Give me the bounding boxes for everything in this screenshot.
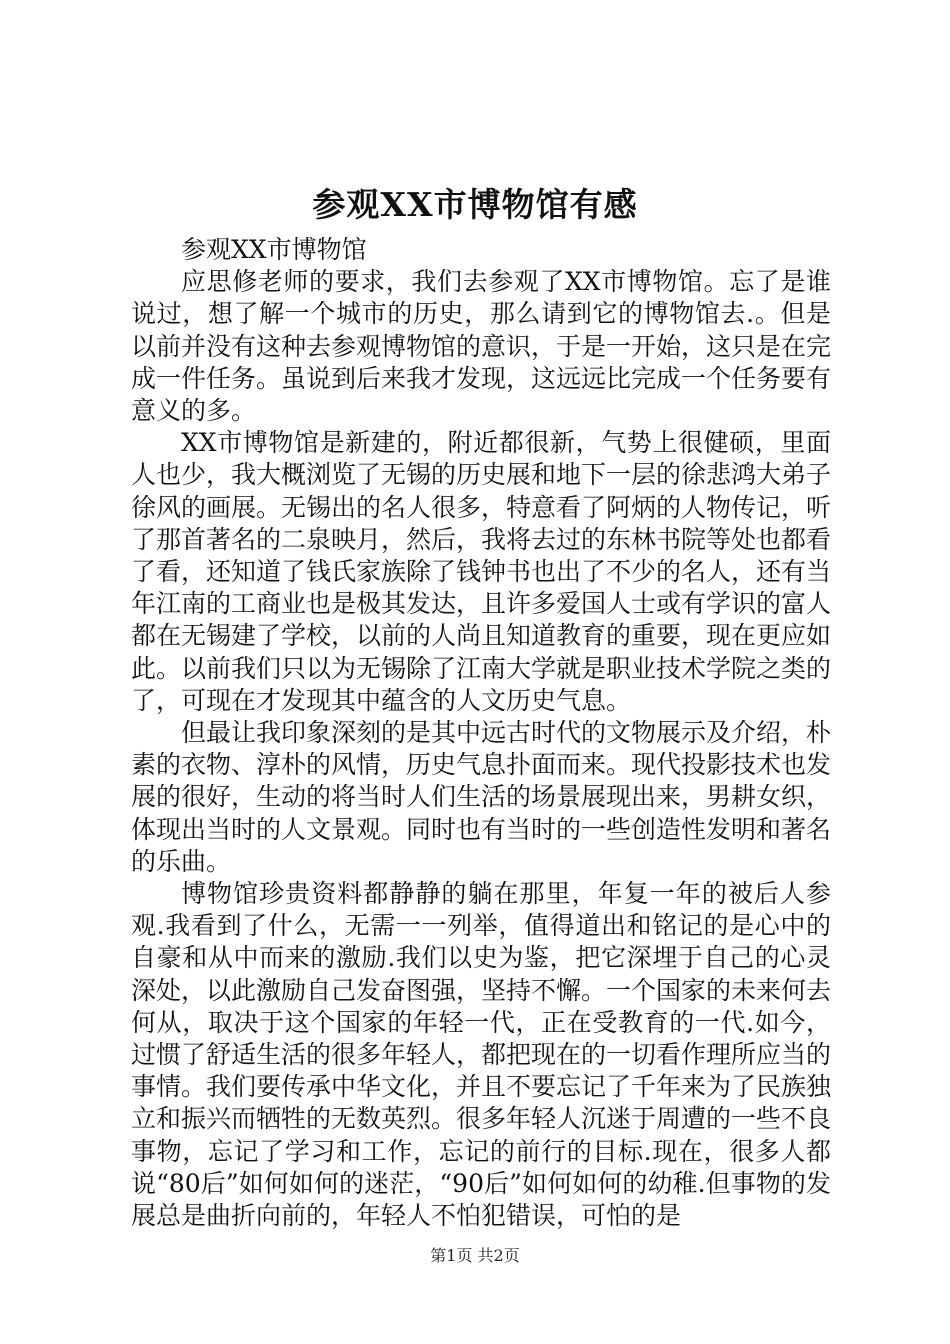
paragraph-subtitle: 参观XX市博物馆 [181, 235, 367, 264]
paragraph-1: 应思修老师的要求，我们去参观了XX市博物馆。忘了是谁说过，想了解一个城市的历史，那么请到它的博物馆去.。但是以前并没有这种去参观博物馆的意识，于是一开始，这只是在完成一件任务。虽说到后来我才发现，这远远比完成一个任务要有意义的多。 [131, 267, 832, 426]
document-body [131, 234, 831, 1232]
paragraph-4: 博物馆珍贵资料都静静的躺在那里，年复一年的被后人参观.我看到了什么，无需一一列举，值得道出和铭记的是心中的自豪和从中而来的激励.我们以史为鉴，把它深埋于自己的心灵深处，以此激励自己发奋图强，坚持不懈。一个国家的未来何去何从，取决于这个国家的年轻一代，正在受教育的一代.如今，过惯了舒适生活的很多年轻人，都把现在的一切看作理所应当的事情。我们要传承中华文化，并且不要忘记了千年来为了民族独立和振兴而牺牲的无数英烈。很多年轻人沉迷于周遭的一些不良事物，忘记了学习和工作，忘记的前行的目标.现在，很多人都说“80后”如何如何的迷茫，“90后”如何如何的幼稚.但事物的发展总是曲折向前的，年轻人不怕犯错误，可怕的是 [131, 879, 832, 1231]
page-footer: 第1页 共2页 [430, 1246, 520, 1265]
paragraph-2: XX市博物馆是新建的，附近都很新，气势上很健硕，里面人也少，我大概浏览了无锡的历史展和地下一层的徐悲鸿大弟子徐风的画展。无锡出的名人很多，特意看了阿炳的人物传记，听了那首著名的二泉映月，然后，我将去过的东林书院等处也都看了看，还知道了钱氏家族除了钱钟书也出了不少的名人，还有当年江南的工商业也是极其发达，且许多爱国人士或有学识的富人都在无锡建了学校，以前的人尚且知道教育的重要，现在更应如此。以前我们只以为无锡除了江南大学就是职业技术学院之类的了，可现在才发现其中蕴含的人文历史气息。 [131, 428, 832, 715]
document-title: 参观XX市博物馆有感 [312, 185, 638, 224]
paragraph-3: 但最让我印象深刻的是其中远古时代的文物展示及介绍，朴素的衣物、淳朴的风情，历史气息扑面而来。现代投影技术也发展的很好，生动的将当时人们生活的场景展现出来，男耕女织，体现出当时的人文景观。同时也有当时的一些创造性发明和著名的乐曲。 [131, 718, 832, 876]
